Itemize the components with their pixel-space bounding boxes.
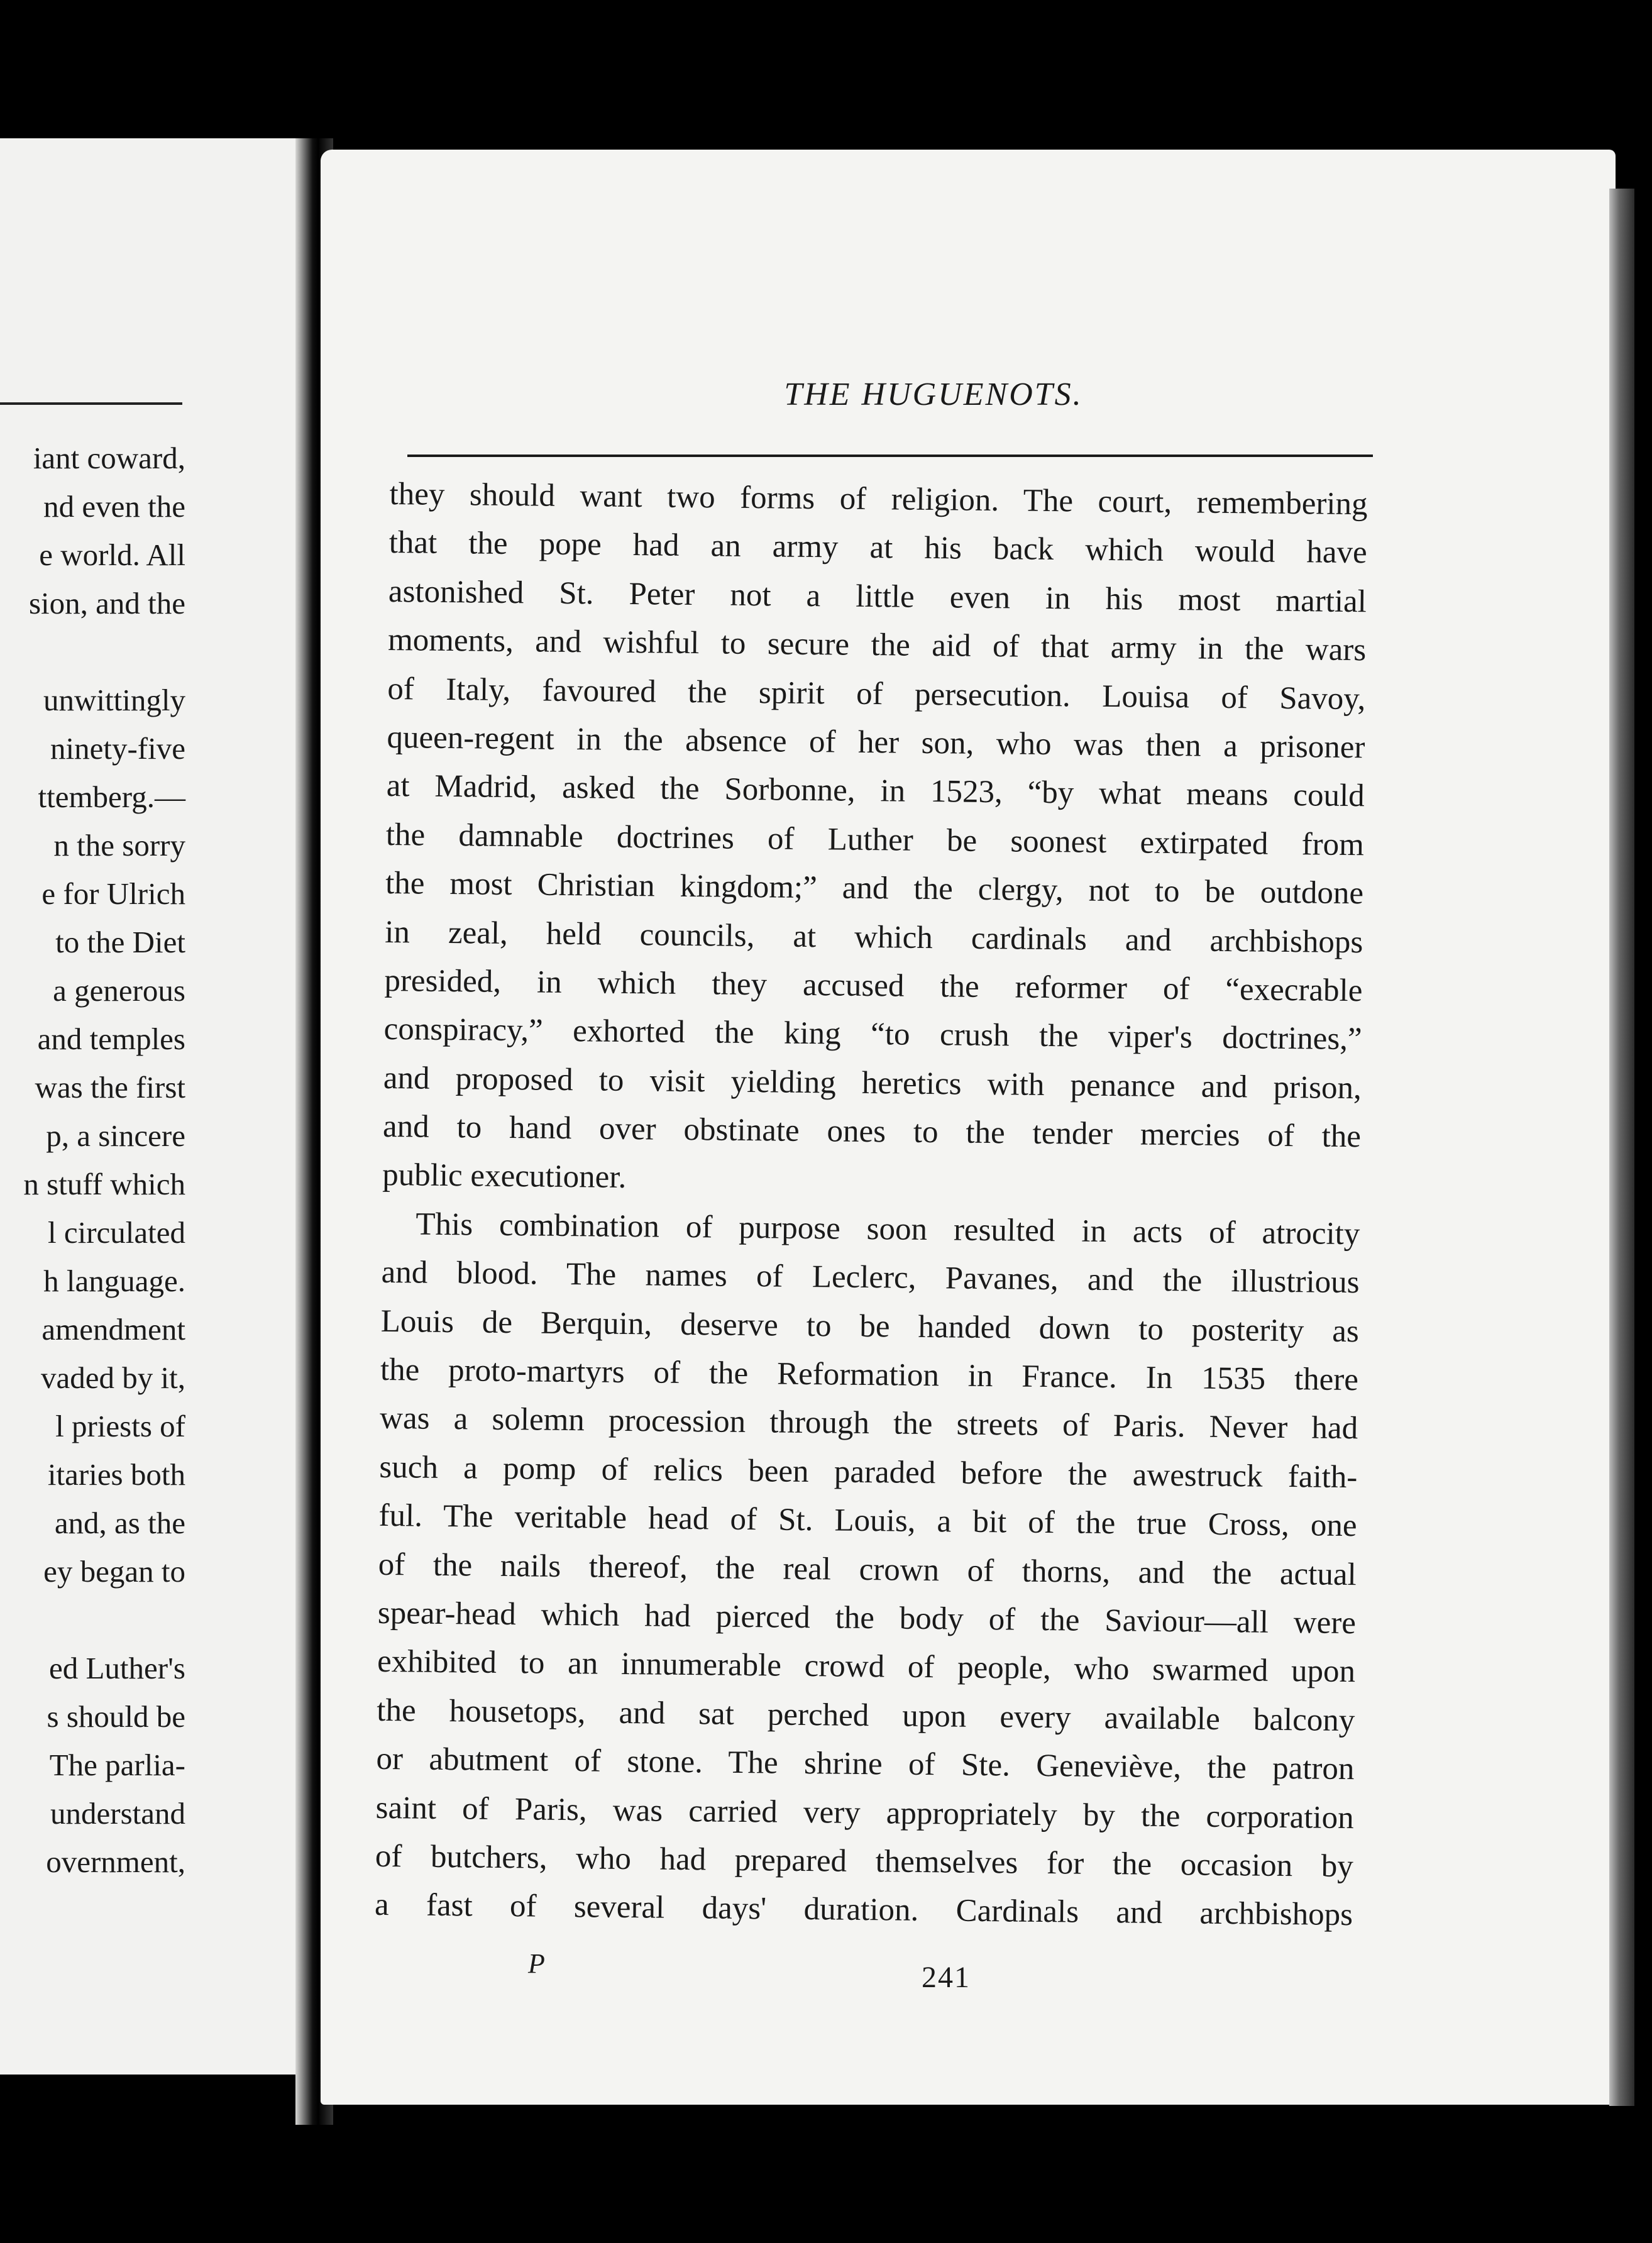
text-line: they should want two forms of religion. The court, remembering: [389, 476, 1368, 522]
text-line: such a pomp of relics been paraded before the awestruck faith-: [379, 1449, 1358, 1496]
left-page-text: [0, 434, 185, 1886]
left-text-line: n stuff which: [23, 1167, 185, 1201]
text-line: exhibited to an innumerable crowd of people, who swarmed upon: [377, 1644, 1356, 1690]
left-text-line: nd even the: [43, 489, 185, 524]
text-line: that the pope had an army at his back which would have: [388, 525, 1367, 571]
left-text-line: s should be: [47, 1699, 185, 1734]
text-line: spear-head which had pierced the body of the Saviour—all were: [377, 1595, 1357, 1641]
left-text-line: understand: [50, 1796, 185, 1831]
text-line: and blood. The names of Leclerc, Pavanes, and the illustrious: [381, 1255, 1360, 1301]
left-text-line: [0, 1595, 185, 1644]
text-line: or abutment of stone. The shrine of Ste. Geneviève, the patron: [376, 1741, 1355, 1787]
left-page-fragment: [0, 138, 308, 2075]
paragraph: [375, 1200, 1360, 1940]
left-text-line: a generous: [53, 973, 185, 1008]
page-number: 241: [922, 1961, 971, 1994]
text-line: the housetops, and sat perched upon every available balcony: [377, 1692, 1355, 1738]
text-line: of the nails thereof, the real crown of thorns, and the actual: [378, 1546, 1357, 1592]
left-text-line: [0, 627, 185, 676]
left-text-line: ninety-five: [50, 731, 185, 766]
left-text-line: itaries both: [47, 1457, 185, 1492]
text-line: conspiracy,” exhorted the king “to crush the viper's doctrines,”: [383, 1011, 1362, 1057]
text-line: was a solemn procession through the streets of Paris. Never had: [379, 1401, 1358, 1447]
text-line: astonished St. Peter not a little even in his most martial: [388, 573, 1367, 620]
left-text-line: e for Ulrich: [41, 876, 185, 911]
right-page: [321, 150, 1616, 2105]
text-line: saint of Paris, was carried very appropriately by the corporation: [375, 1790, 1354, 1836]
left-text-line: ed Luther's: [48, 1651, 185, 1685]
signature-mark: P: [528, 1948, 545, 1979]
left-page-header-rule: [0, 402, 182, 405]
running-head-rule: [407, 455, 1373, 457]
body-text: [375, 470, 1368, 1940]
left-text-line: and temples: [37, 1022, 185, 1056]
left-text-line: l circulated: [47, 1215, 185, 1250]
left-text-line: h language.: [43, 1264, 185, 1298]
text-line: in zeal, held councils, at which cardinals and archbishops: [385, 914, 1363, 960]
text-line: presided, in which they accused the reformer of “execrable: [384, 962, 1363, 1009]
left-text-line: e world. All: [39, 537, 185, 572]
left-text-line: n the sorry: [53, 828, 185, 862]
text-line: and proposed to visit yielding heretics with penance and prison,: [383, 1060, 1362, 1106]
left-text-line: overnment,: [46, 1844, 185, 1879]
left-text-line: to the Diet: [55, 925, 185, 959]
text-line: of butchers, who had prepared themselves for the occasion by: [375, 1838, 1354, 1885]
left-text-line: ttemberg.—: [38, 780, 185, 814]
text-line: queen-regent in the absence of her son, who was then a prisoner: [387, 719, 1365, 766]
left-text-line: unwittingly: [43, 683, 185, 717]
left-text-line: l priests of: [55, 1409, 185, 1443]
left-text-line: and, as the: [54, 1506, 185, 1540]
text-line: and to hand over obstinate ones to the tender mercies of the: [382, 1109, 1362, 1155]
left-text-line: sion, and the: [28, 586, 185, 620]
text-line: of Italy, favoured the spirit of persecution. Louisa of Savoy,: [387, 671, 1366, 717]
text-line: moments, and wishful to secure the aid of that army in the wars: [387, 622, 1367, 668]
left-text-line: The parlia-: [49, 1748, 185, 1782]
page-edge: [1609, 189, 1634, 2106]
left-text-line: iant coward,: [33, 441, 185, 475]
left-text-line: p, a sincere: [46, 1118, 185, 1153]
text-line: public executioner.: [382, 1157, 627, 1196]
text-line: the proto-martyrs of the Reformation in France. In 1535 there: [380, 1352, 1359, 1398]
text-line: at Madrid, asked the Sorbonne, in 1523, “by what means could: [386, 768, 1365, 814]
left-text-line: ey began to: [43, 1554, 185, 1589]
text-line: ful. The veritable head of St. Louis, a bit of the true Cross, one: [378, 1498, 1357, 1544]
left-text-line: amendment: [41, 1312, 185, 1347]
text-line: Louis de Berquin, deserve to be handed down to posterity as: [380, 1303, 1360, 1349]
text-line: This combination of purpose soon resulted in acts of atrocity: [416, 1206, 1360, 1252]
running-head: THE HUGUENOTS.: [784, 377, 1083, 412]
paragraph: [382, 470, 1368, 1210]
left-text-line: vaded by it,: [41, 1360, 185, 1395]
left-text-line: was the first: [35, 1070, 185, 1105]
text-line: the most Christian kingdom;” and the clergy, not to be outdone: [385, 866, 1364, 912]
text-line: the damnable doctrines of Luther be soonest extirpated from: [385, 817, 1365, 862]
text-line: a fast of several days' duration. Cardinals and archbishops: [374, 1887, 1353, 1933]
